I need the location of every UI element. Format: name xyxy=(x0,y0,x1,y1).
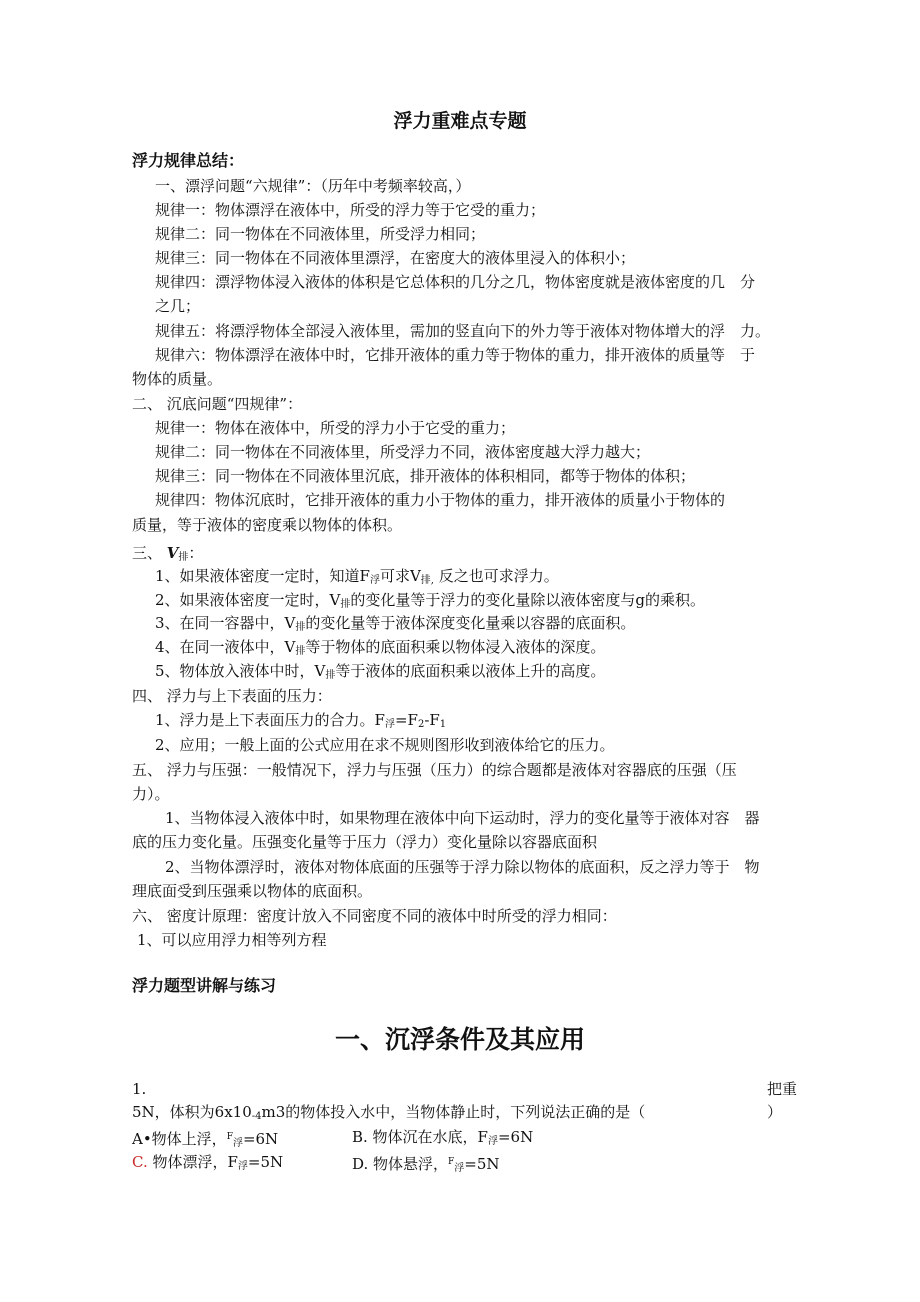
section3-heading: 三、 $V_排$： xyxy=(132,544,204,563)
option-d: D. 物体悬浮，$^F_浮$=5N xyxy=(352,1155,500,1174)
section2-heading: 二、 沉底问题“四规律”： xyxy=(132,395,303,413)
question1-paren-close: ） xyxy=(767,1103,783,1121)
question1-number: 1. xyxy=(132,1080,147,1098)
page-title: 浮力重难点专题 xyxy=(393,110,527,132)
section4-heading: 四、 浮力与上下表面的压力： xyxy=(132,687,332,705)
s6-item1: 1、可以应用浮力相等列方程 xyxy=(137,931,327,949)
s1-rule2: 规律二：同一物体在不同液体里，所受浮力相同； xyxy=(155,225,486,243)
option-b: B. 物体沉在水底，$F_浮=6N$ xyxy=(352,1128,534,1147)
s2-rule3: 规律三：同一物体在不同液体里沉底，排开液体的体积相同，都等于物体的体积； xyxy=(155,467,696,485)
summary-heading: 浮力规律总结： xyxy=(132,151,245,170)
s1-rule4-line2: 之几； xyxy=(155,297,201,315)
practice-heading: 浮力题型讲解与练习 xyxy=(132,976,277,995)
section6-heading: 六、 密度计原理：密度计放入不同密度不同的液体中时所受的浮力相同： xyxy=(132,907,617,925)
s1-rule4-line1: 规律四：漂浮物体浸入液体的体积是它总体积的几分之几，物体密度就是液体密度的几 分 xyxy=(155,273,756,291)
s2-rule2: 规律二：同一物体在不同液体里，所受浮力不同，液体密度越大浮力越大； xyxy=(155,443,651,461)
s2-rule1: 规律一：物体在液体中，所受的浮力小于它受的重力； xyxy=(155,419,516,437)
s5-item2-line1: 2、当物体漂浮时，液体对物体底面的压强等于浮力除以物体的底面积，反之浮力等于 物 xyxy=(165,858,760,876)
section1-heading: 一、漂浮问题“六规律”：（历年中考频率较高，） xyxy=(155,177,471,195)
question1-stem: 5N，体积为$6x10_{-4}m3$的物体投入水中，当物体静止时，下列说法正确的是（ xyxy=(132,1103,646,1122)
section5-heading-line1: 五、 浮力与压强：一般情况下，浮力与压强（压力）的综合题都是液体对容器底的压强（压 xyxy=(132,761,737,779)
s5-item1-line2: 底的压力变化量。压强变化量等于压力（浮力）变化量除以容器底面积 xyxy=(132,833,598,851)
answer-mark: C. xyxy=(132,1153,148,1171)
s2-rule4-line1: 规律四：物体沉底时，它排开液体的重力小于物体的重力，排开液体的质量小于物体的 xyxy=(155,491,726,509)
s3-item1: 1、如果液体密度一定时，知道$F_浮$可求$V_{排,}$ 反之也可求浮力。 xyxy=(155,567,559,586)
s1-rule5: 规律五：将漂浮物体全部浸入液体里，需加的竖直向下的外力等于液体对物体增大的浮 力。 xyxy=(155,322,771,340)
s1-rule6-line1: 规律六：物体漂浮在液体中时，它排开液体的重力等于物体的重力，排开液体的质量等 于 xyxy=(155,346,756,364)
s4-item2: 2、应用；一般上面的公式应用在求不规则图形收到液体给它的压力。 xyxy=(155,736,615,754)
s2-rule4-line2: 质量，等于液体的密度乘以物体的体积。 xyxy=(132,516,403,534)
question1-text-right: 把重 xyxy=(767,1080,798,1098)
s3-item5: 5、物体放入液体中时，$V_排$等于液体的底面积乘以液体上升的高度。 xyxy=(155,662,606,681)
section5-heading-line2: 力）。 xyxy=(132,785,170,803)
s1-rule6-line2: 物体的质量。 xyxy=(132,370,223,388)
s3-item2: 2、如果液体密度一定时，$V_排$的变化量等于浮力的变化量除以液体密度与g的乘积。 xyxy=(155,591,705,610)
chapter-heading: 一、沉浮条件及其应用 xyxy=(334,1025,585,1054)
s4-item1: 1、浮力是上下表面压力的合力。$F_浮=F_2-F_1$ xyxy=(155,711,447,730)
s5-item1-line1: 1、当物体浸入液体中时，如果物理在液体中向下运动时，浮力的变化量等于液体对容 器 xyxy=(165,809,760,827)
s5-item2-line2: 理底面受到压强乘以物体的底面积。 xyxy=(132,882,373,900)
s1-rule3: 规律三：同一物体在不同液体里漂浮，在密度大的液体里浸入的体积小； xyxy=(155,249,636,267)
s3-item3: 3、在同一容器中，$V_排$的变化量等于液体深度变化量乘以容器的底面积。 xyxy=(155,614,636,633)
s1-rule1: 规律一：物体漂浮在液体中，所受的浮力等于它受的重力； xyxy=(155,201,546,219)
option-a: A•物体上浮，$^F_浮$=6N xyxy=(132,1130,279,1149)
s3-item4: 4、在同一液体中，$V_排$等于物体的底面积乘以物体浸入液体的深度。 xyxy=(155,638,606,657)
option-c: C. 物体漂浮，$F_浮=5N$ xyxy=(132,1153,284,1172)
